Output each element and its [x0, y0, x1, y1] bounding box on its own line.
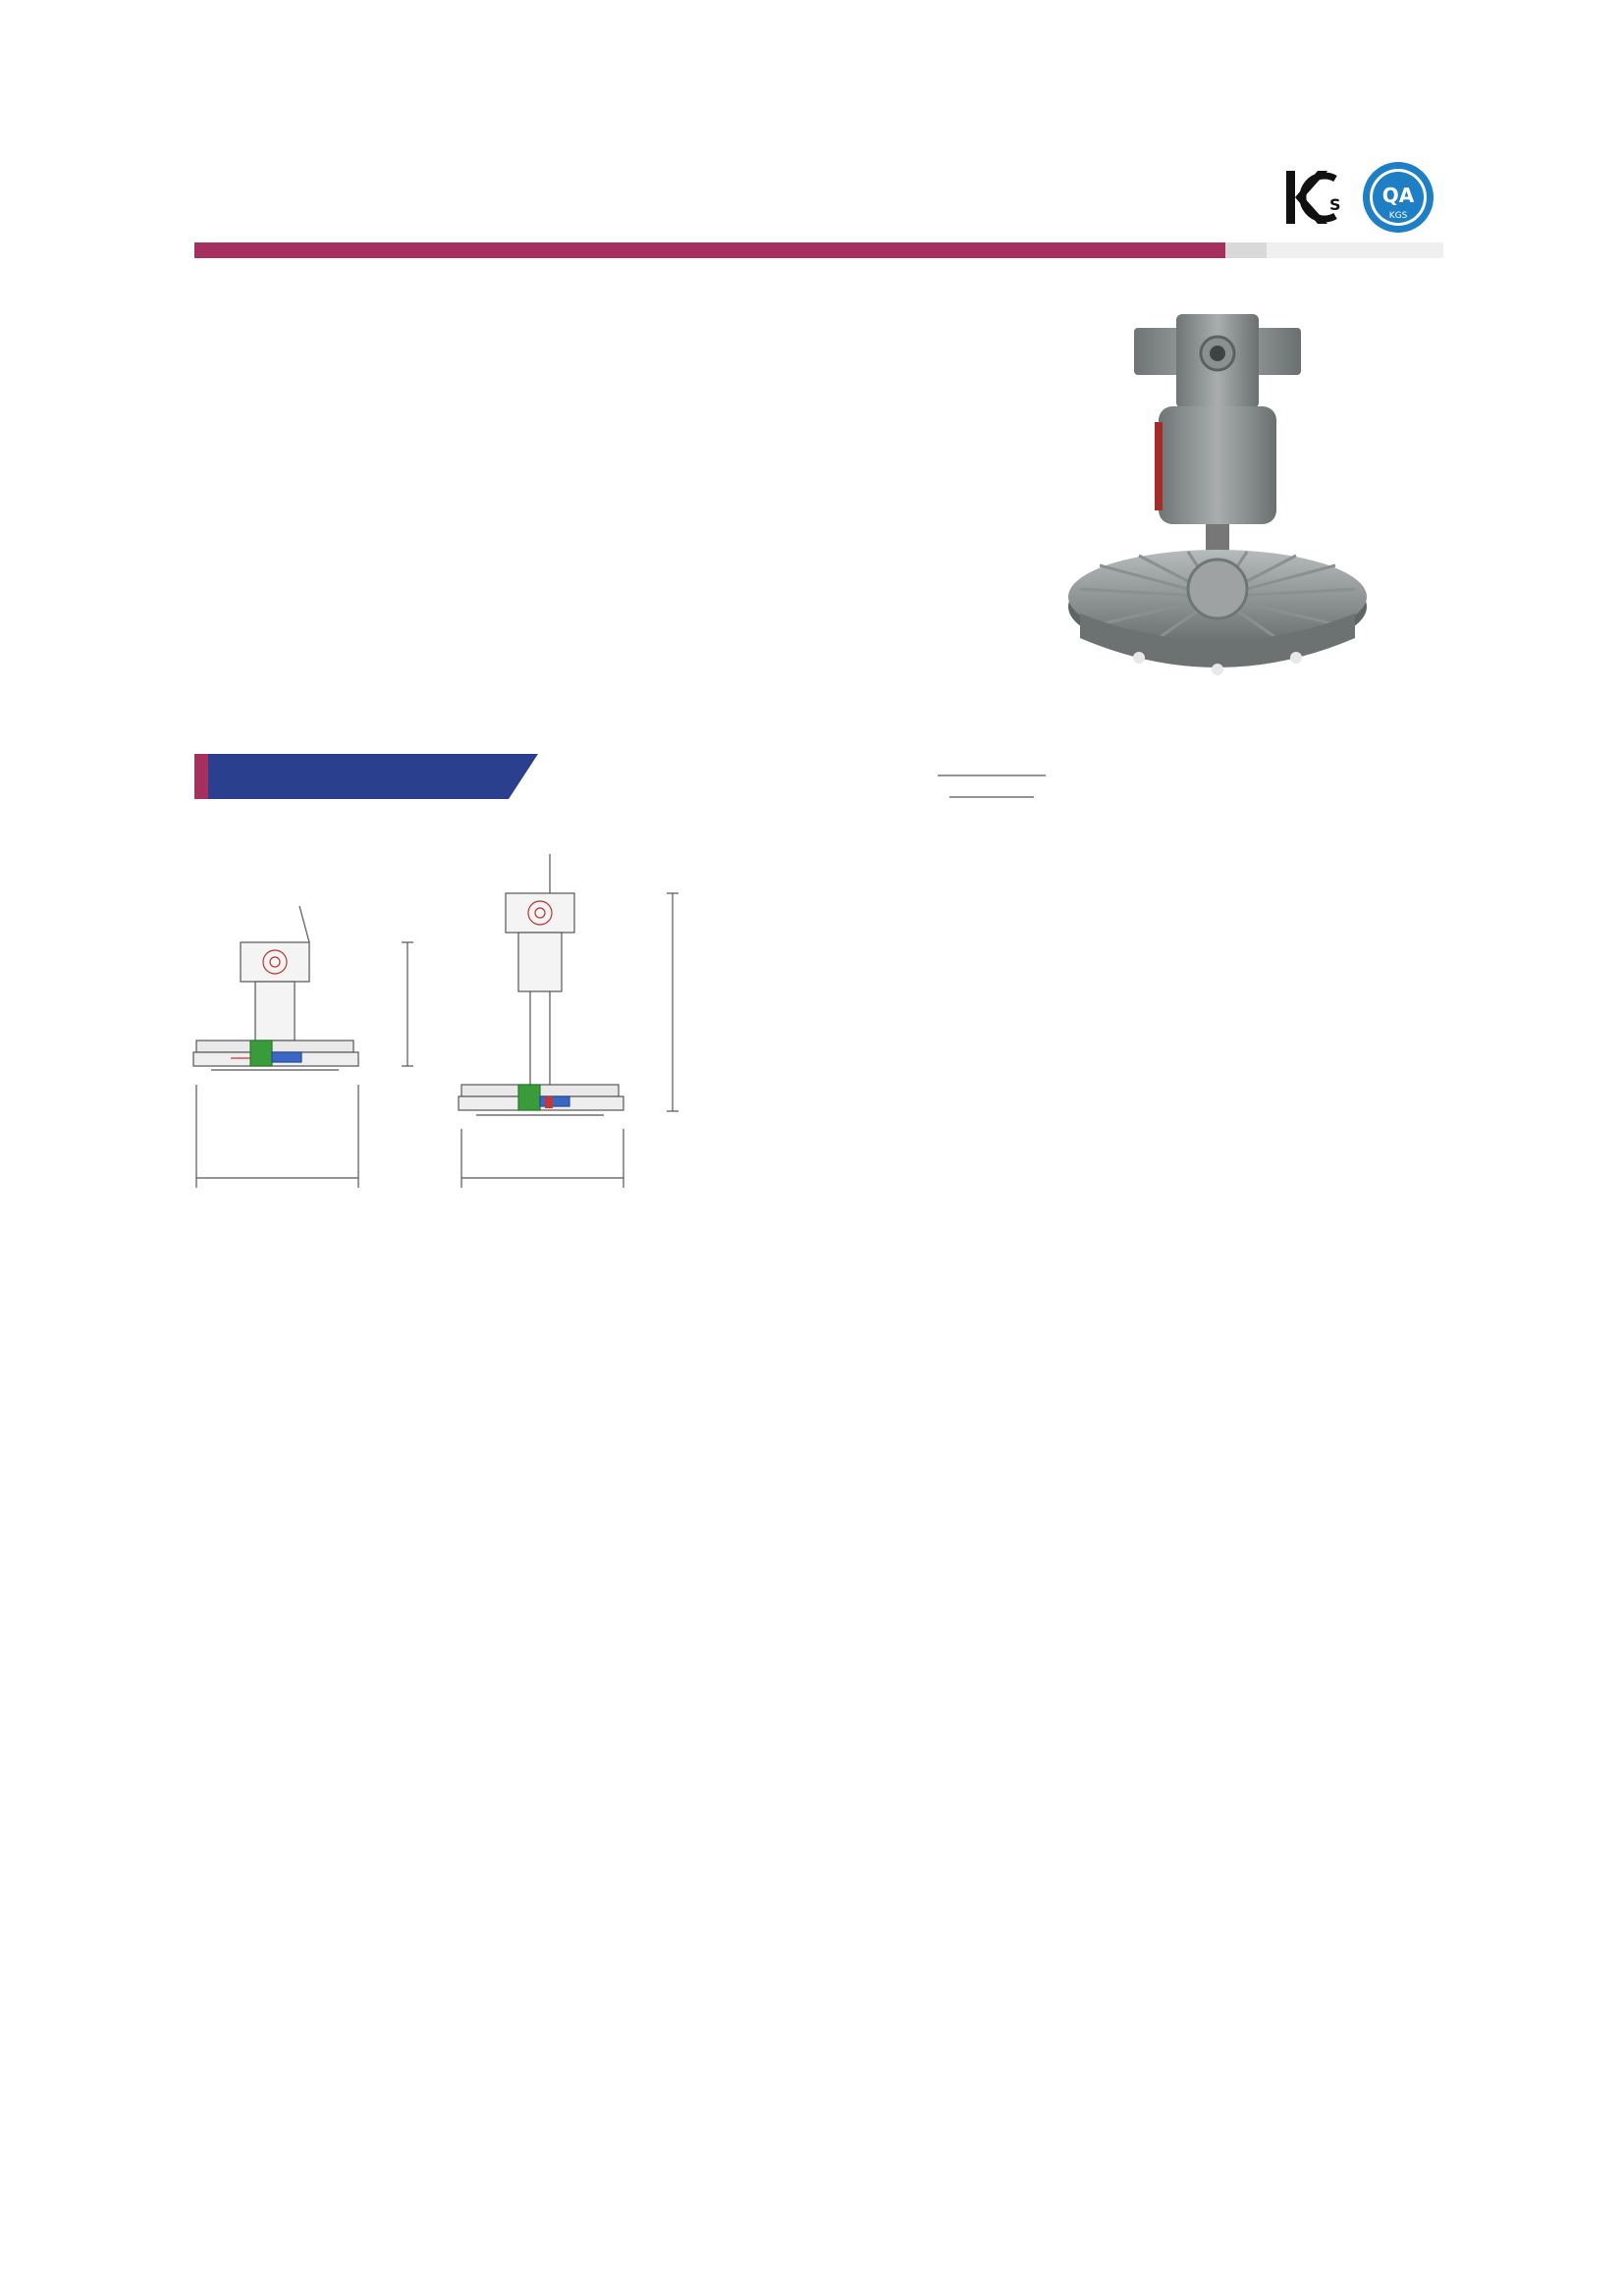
- header-rule: [194, 242, 1225, 258]
- technical-drawings: [191, 746, 1458, 1198]
- svg-text:QA: QA: [1381, 184, 1415, 207]
- drawing-ceiling: [193, 906, 413, 1188]
- header-rule-grey: [1225, 242, 1267, 258]
- svg-text:KGS: KGS: [1388, 211, 1408, 221]
- qa-certification-icon: [1360, 159, 1436, 236]
- product-image: [1060, 314, 1375, 697]
- header-rule-light: [1267, 242, 1443, 258]
- drawing-pendant: [459, 854, 678, 1188]
- drawing-mounting-plate: [938, 775, 1046, 797]
- svg-text:S: S: [1329, 195, 1341, 214]
- kc-certification-icon: [1284, 165, 1345, 230]
